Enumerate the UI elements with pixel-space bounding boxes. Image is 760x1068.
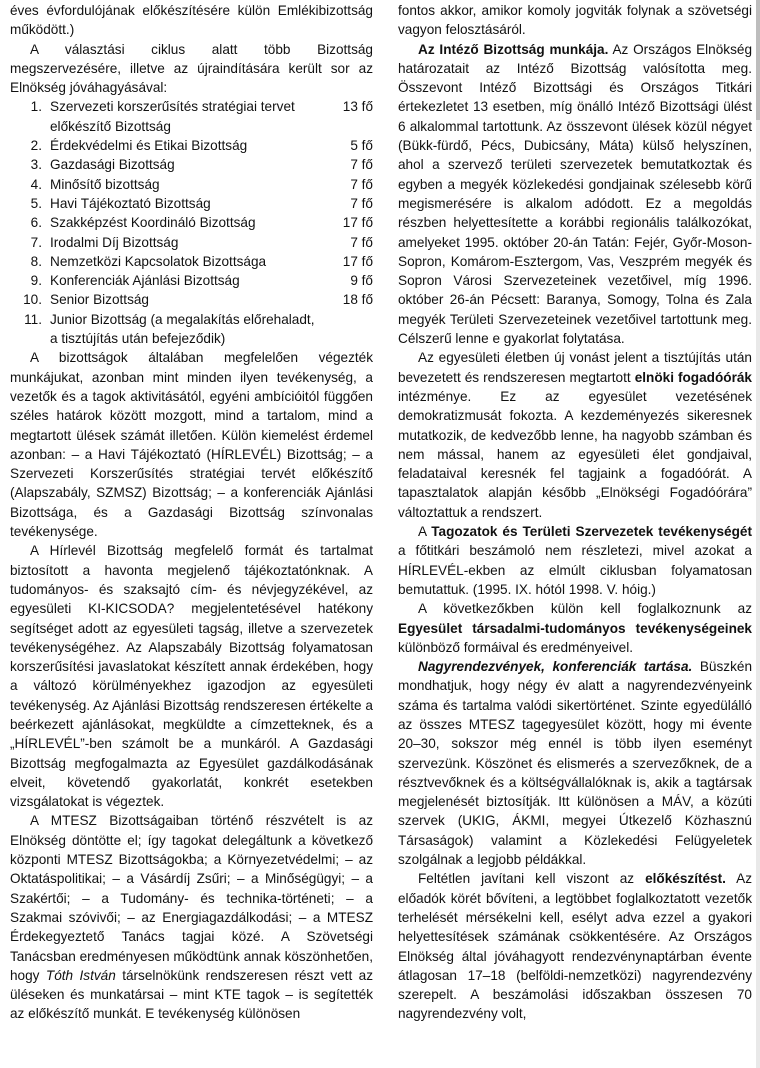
list-item — [10, 233, 373, 252]
list-item-name: Junior Bizottság (a megalakítás előrehaladt, a tisztújítás után befejeződik) — [50, 311, 315, 347]
text: társelnökünk rendszeresen részt vett az üléseken és munkatársai – mint KTE tagok – is segítették az előkészítő munkát. E tevékenység különösen — [10, 967, 373, 1022]
list-item-number: 8. — [30, 253, 42, 269]
list-item — [10, 175, 373, 194]
list-item-name: Irodalmi Díj Bizottság — [50, 234, 179, 250]
text: intézménye. Ez az egyesület vezetésének demokratizmusát fokozta. A kezdeményezés sikeresnek mutatkozik, de kedvezőbb lenne, ha nagyobb számban és nem mással, hanem az egyesületi élet gondjaival, feladataival keresnék fel tagjaink a fogadóórát. A tapasztalatok alapján később „Elnökségi Fogadóórára” változtattuk a rendszert. — [398, 388, 752, 520]
list-item-count: 5 fő — [350, 138, 373, 154]
list-item-number: 9. — [30, 273, 42, 289]
text: Az egyesületi életben új vonást jelent a tisztújítás után bevezetett és rendszeresen megtartott — [398, 350, 752, 385]
list-item-count: 7 fő — [350, 176, 373, 192]
list-item-count: 13 fő — [342, 99, 373, 115]
paragraph: fontos akkor, amikor komoly jogviták folynak a szövetségi vagyon felosztásáról. — [398, 3, 752, 38]
list-item-name: Minősítő bizottság — [50, 176, 160, 192]
list-item-count: 18 fő — [342, 292, 373, 308]
paragraph — [398, 40, 752, 349]
list-item-count: 17 fő — [342, 253, 373, 269]
paragraph: A bizottságok általában megfelelően végezték munkájukat, azonban mint minden ilyen tevékenység, a vezetők és a tagok aktivitásától, egyéni ambícióitól függően széles határok között mozgott, mind a tartalom, mind a megtartott ülések számát illetően. Külön kiemelést érdemel azonban: – a Havi Tájékoztató (HÍRLEVÉL) Bizottság; – a Szervezeti Korszerűsítés stratégiai tervét előkészítő (Alapszabály, SZMSZ) Bizottság; – a konferenciák Ajánlási Bizottsága, és a Gazdasági Bizottság színvonalas tevékenysége. — [10, 350, 373, 540]
list-item — [10, 252, 373, 271]
text: A következőkben külön kell foglalkoznunk az — [418, 601, 752, 617]
paragraph — [398, 522, 752, 599]
list-item — [10, 271, 373, 290]
paragraph — [398, 348, 752, 522]
list-item-name: Havi Tájékoztató Bizottság — [50, 195, 211, 211]
text: Feltétlen javítani kell viszont az — [418, 871, 646, 887]
list-item-count: 7 fő — [350, 157, 373, 173]
text: Az Országos Elnökség határozatait az Intéző Bizottság valósította meg. Összevont Intéző Bizottsági és Országos Titkári értekezletet 13 esetben, míg önálló Intéző Bizottsági ülést 6 alkalommal tartottunk. Az összevont ülések közül négyet (Bükk-fürdő, Pécs, Dubicsány, Máta) külső helyszínen, ahol a szervező területi szervezetek bemutatkoztak és egyben a megyék közlekedési gondjainak szélesebb körű megismerésére is alkalom adódott. Ez a megoldás részben helyettesítette a korábbi regionális találkozókat, amelyeket 1995. október 20-án Tatán: Fejér, Győr-Moson-Sopron, Komárom-Esztergom, Vas, Veszprém megyék és Sopron Városi Szervezeteinek vezetőivel, míg 1996. október 26-án Pécsett: Baranya, Somogy, Tolna és Zala megyék Területi Szervezeteinek vezetőivel tartottunk meg. Célszerű lenne e gyakorlat folytatása. — [398, 41, 752, 347]
scrollbar-thumb[interactable] — [756, 0, 760, 120]
text: A — [418, 524, 432, 540]
section-heading: Nagyrendezvények, konferenciák tartása. — [418, 659, 693, 675]
scrollbar[interactable] — [756, 0, 760, 1068]
paragraph — [398, 869, 752, 1023]
list-item-number: 4. — [30, 176, 42, 192]
left-column — [10, 1, 373, 1024]
paragraph: éves évfordulójának előkészítésére külön Emlékibizottság működött.) — [10, 3, 373, 38]
list-item-number: 1. — [30, 99, 42, 115]
text: Büszkén mondhatjuk, hogy négy év alatt a nagyrendezvényeink száma és tartalma valódi sikertörténet. Szinte egyedülálló az összes MTESZ tagegyesület között, hogy mi évente 20–30, sokszor még ennél is több ilyen eseményt szervezünk. Köszönet és elismerés a szervezőknek, de a résztvevőknek és a költségvállalóknak is, akik a tagtársak megjelenését biztosítják. Itt különösen a MÁV, a közúti szervek (UKIG, ÁKMI, megyei Útkezelő Közhasznú Társaságok) valamint a Közlekedési Felügyeletek szolgálnak a legjobb példákkal. — [398, 659, 752, 868]
paragraph: A Hírlevél Bizottság megfelelő formát és tartalmat biztosított a havonta megjelenő tájékoztatónknak. A tudományos- és szaksajtó cím- és névjegyzékével, az egyesületi KI-KICSODA? megjelentetésével hatékony segítséget adott az egyesületi tagság, illetve a szervezetek tevékenységéhez. Az Alapszabály Bizottság folyamatosan korszerűsítési javaslatokat készített annak érdekében, hogy a változó körülményekhez igazodjon az egyesületi tevékenység. Az Ajánlási Bizottság rendszeresen értékelte a beérkezett ajánlásokat, megküldte a címzetteknek, és a „HÍRLEVÉL”-ben számolt be a munkáról. A Gazdasági Bizottság megfogalmazta az Egyesület gazdálkodásának elveit, követendő gyakorlatát, konkrét esetekben vizsgálatokat is végeztek. — [10, 543, 373, 810]
list-item — [10, 136, 373, 155]
list-item-number: 5. — [30, 195, 42, 211]
paragraph — [10, 811, 373, 1023]
text: Az előadók körét bővíteni, a legtöbbet foglalkoztatott vezetők terhelését mérsékelni kell, esélyt adva ezzel a gyakori helyettesítések számának csökkentésére. Az Országos Elnökség által jóváhagyott rendezvénynaptárban évente átlagosan 17–18 (belföldi-nemzetközi) nagyrendezvény szerepelt. A beszámolási időszakban összesen 70 nagyrendezvény volt, — [398, 871, 753, 1022]
list-item-name: Konferenciák Ajánlási Bizottság — [50, 273, 240, 289]
paragraph — [398, 599, 752, 657]
list-item — [10, 310, 373, 349]
section-heading: Az Intéző Bizottság munkája. — [418, 41, 609, 57]
list-item-number: 7. — [30, 234, 42, 250]
list-item-name: Érdekvédelmi és Etikai Bizottság — [50, 138, 248, 154]
list-item-number: 10. — [23, 292, 42, 308]
list-item-number: 3. — [30, 157, 42, 173]
person-name: Tóth István — [45, 967, 116, 983]
list-item-number: 11. — [24, 311, 42, 327]
list-item — [10, 97, 373, 136]
bold-term: előkészítést. — [645, 871, 726, 887]
list-item-count: 17 fő — [342, 215, 373, 231]
list-item-name: Senior Bizottság — [50, 292, 149, 308]
list-item-name: Szakképzést Koordináló Bizottság — [50, 215, 256, 231]
committee-list — [10, 97, 373, 348]
bold-term: Tagozatok és Területi Szervezetek tevékenységét — [431, 524, 752, 540]
list-item — [10, 194, 373, 213]
list-item — [10, 213, 373, 232]
list-item — [10, 155, 373, 174]
list-item-count: 7 fő — [350, 234, 373, 250]
bold-term: Egyesület társadalmi-tudományos tevékenységeinek — [398, 620, 752, 636]
list-item-count: 7 fő — [350, 195, 373, 211]
text: A MTESZ Bizottságaiban történő részvételt is az Elnökség döntötte el; így tagokat delegáltunk a következő központi MTESZ Bizottságokba; a Környezetvédelmi; – az Oktatáspolitikai; – a Vásárdíj Zsűri; – a Minőségügyi; – a Szakértői; – a Tudomány- és technika-történeti; – a Szakmai szóvivői; – az Energiagazdálkodási; – a MTESZ Érdekegyeztető Tanács tagjai közé. A Szövetségi Tanácsban eredményesen működtünk annak köszönhetően, hogy — [10, 813, 373, 983]
text: különböző formáival és eredményeivel. — [398, 639, 633, 655]
list-item-number: 2. — [30, 138, 42, 154]
paragraph — [398, 657, 752, 869]
list-item-name: Nemzetközi Kapcsolatok Bizottsága — [50, 253, 267, 269]
paragraph: A választási ciklus alatt több Bizottság megszervezésére, illetve az újraindítására került sor az Elnökség jóváhagyásával: — [10, 41, 373, 96]
text: a főtitkári beszámoló nem részletezi, mivel azokat a HÍRLEVÉL-ekben az elmúlt ciklusban folyamatosan bemutattuk. (1995. IX. hótól 1998. V. hóig.) — [398, 543, 752, 597]
list-item-name: Szervezeti korszerűsítés stratégiai tervet előkészítő Bizottság — [50, 99, 295, 134]
bold-term: elnöki fogadóórák — [634, 369, 752, 385]
list-item-count: 9 fő — [350, 273, 373, 289]
list-item-number: 6. — [30, 215, 42, 231]
list-item — [10, 290, 373, 309]
list-item-name: Gazdasági Bizottság — [50, 157, 175, 173]
right-column — [398, 1, 752, 1024]
